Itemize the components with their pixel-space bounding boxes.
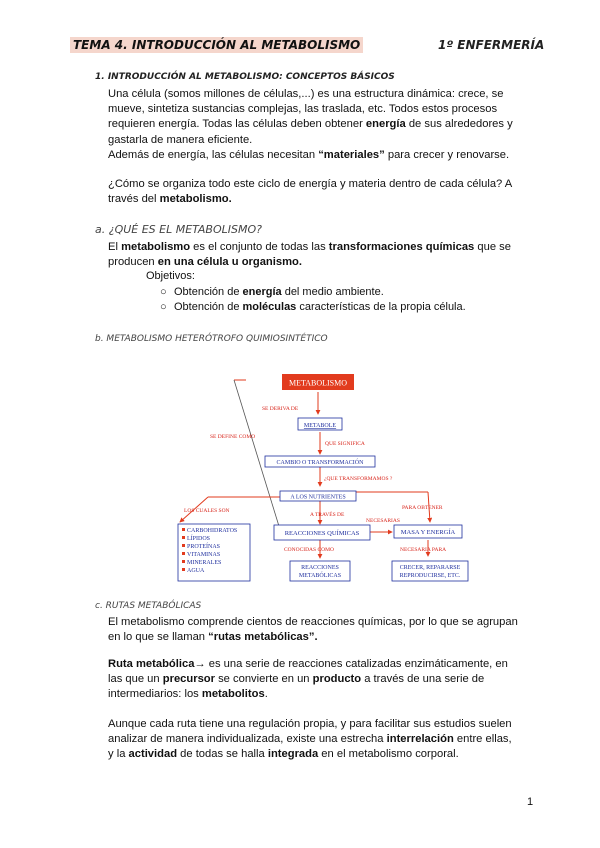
reacciones-label: REACCIONES QUÍMICAS — [284, 530, 360, 537]
crecer-label-2: REPRODUCIRSE, ETC. — [399, 573, 461, 579]
section-a-title: a. ¿QUÉ ES EL METABOLISMO? — [95, 223, 262, 236]
rutas-paragraph-2: Ruta metabólica→ es una serie de reacciones catalizadas enzimáticamente, en las que un precursor se convierte en un producto a través de una serie de intermediarios: los metabolitos. — [108, 658, 508, 701]
intro-paragraph-1: Una célula (somos millones de células,...) es una estructura dinámica: crece, se mueve, sintetiza sustancias complejas, las traslada, etc. Todos estos procesos requieren energía. Todas las células deben obtener energía de sus alrededores y gastarla de manera eficiente. — [108, 88, 513, 146]
nutrient-item: PROTEÍNAS — [187, 544, 221, 550]
nutrient-item: VITAMINAS — [187, 552, 221, 558]
cambio-label: CAMBIO O TRANSFORMACIÓN — [276, 460, 364, 466]
objectives-label: Objetivos: — [146, 270, 195, 282]
definition-paragraph: El metabolismo es el conjunto de todas las transformaciones químicas que se producen en una célula u organismo. — [108, 241, 511, 269]
intro-paragraph-3: ¿Cómo se organiza todo este ciclo de energía y materia dentro de cada célula? A través del metabolismo. — [108, 178, 512, 206]
intro-paragraph-2: Además de energía, las células necesitan “materiales” para crecer y renovarse. — [108, 149, 510, 161]
masa-label: MASA Y ENERGÍA — [400, 529, 456, 536]
link-necesaria-para: NECESARIA PARA — [400, 547, 447, 553]
link-para-obtener: PARA OBTENER — [402, 505, 443, 511]
link-se-deriva: SE DERIVA DE — [262, 406, 299, 412]
nutrient-item: AGUA — [187, 568, 205, 574]
nutrientes-label: A LOS NUTRIENTES — [290, 494, 346, 501]
metabolismo-label: METABOLISMO — [288, 378, 348, 388]
link-necesarias: NECESARIAS — [366, 518, 400, 524]
section-1-title: 1. INTRODUCCIÓN AL METABOLISMO: CONCEPTOS BÁSICOS — [95, 72, 395, 82]
link-conocidas: CONOCIDAS COMO — [284, 547, 334, 553]
reacciones-metabolicas-label-1: REACCIONES — [301, 565, 339, 571]
course-label: 1º ENFERMERÍA — [438, 38, 545, 52]
nutrient-item: LÍPIDOS — [187, 536, 211, 542]
rutas-paragraph-3: Aunque cada ruta tiene una regulación propia, y para facilitar sus estudios suelen analizar de manera individualizada, existe una estrecha interrelación entre ellas, y la actividad de todas se halla integrada en el metabolismo corporal. — [108, 718, 512, 761]
rutas-paragraph-1: El metabolismo comprende cientos de reacciones químicas, por lo que se agrupan en lo que se llaman “rutas metabólicas”. — [108, 616, 518, 644]
section-b-title: b. METABOLISMO HETERÓTROFO QUIMIOSINTÉTICO — [95, 334, 328, 344]
metabolism-concept-map — [170, 370, 470, 585]
bullet-icon — [182, 560, 185, 563]
objective-item: ○ Obtención de energía del medio ambiente. — [160, 286, 384, 298]
section-c-title: c. RUTAS METABÓLICAS — [95, 601, 202, 611]
objective-item: ○ Obtención de moléculas características de la propia célula. — [160, 301, 466, 313]
bullet-icon — [182, 552, 185, 555]
metabole-label: METABOLE — [303, 423, 337, 429]
nutrient-item: CARBOHIDRATOS — [187, 528, 238, 534]
document-title: TEMA 4. INTRODUCCIÓN AL METABOLISMO — [70, 38, 363, 52]
bullet-icon — [182, 568, 185, 571]
bullet-icon — [182, 528, 185, 531]
link-se-define: SE DEFINE COMO — [210, 434, 256, 440]
nutrient-item: MINERALES — [187, 560, 222, 566]
reacciones-metabolicas-label-2: METABÓLICAS — [298, 573, 342, 579]
bullet-icon — [182, 536, 185, 539]
link-que-significa: QUE SIGNIFICA — [325, 441, 365, 447]
page-number: 1 — [527, 796, 534, 808]
link-los-cuales: LOS CUALES SON — [184, 508, 230, 514]
crecer-label-1: CRECER, REPARARSE — [399, 565, 461, 571]
link-que-transformamos: ¿QUE TRANSFORMAMOS ? — [324, 476, 393, 482]
link-a-traves: A TRAVÉS DE — [310, 512, 345, 518]
bullet-icon — [182, 544, 185, 547]
